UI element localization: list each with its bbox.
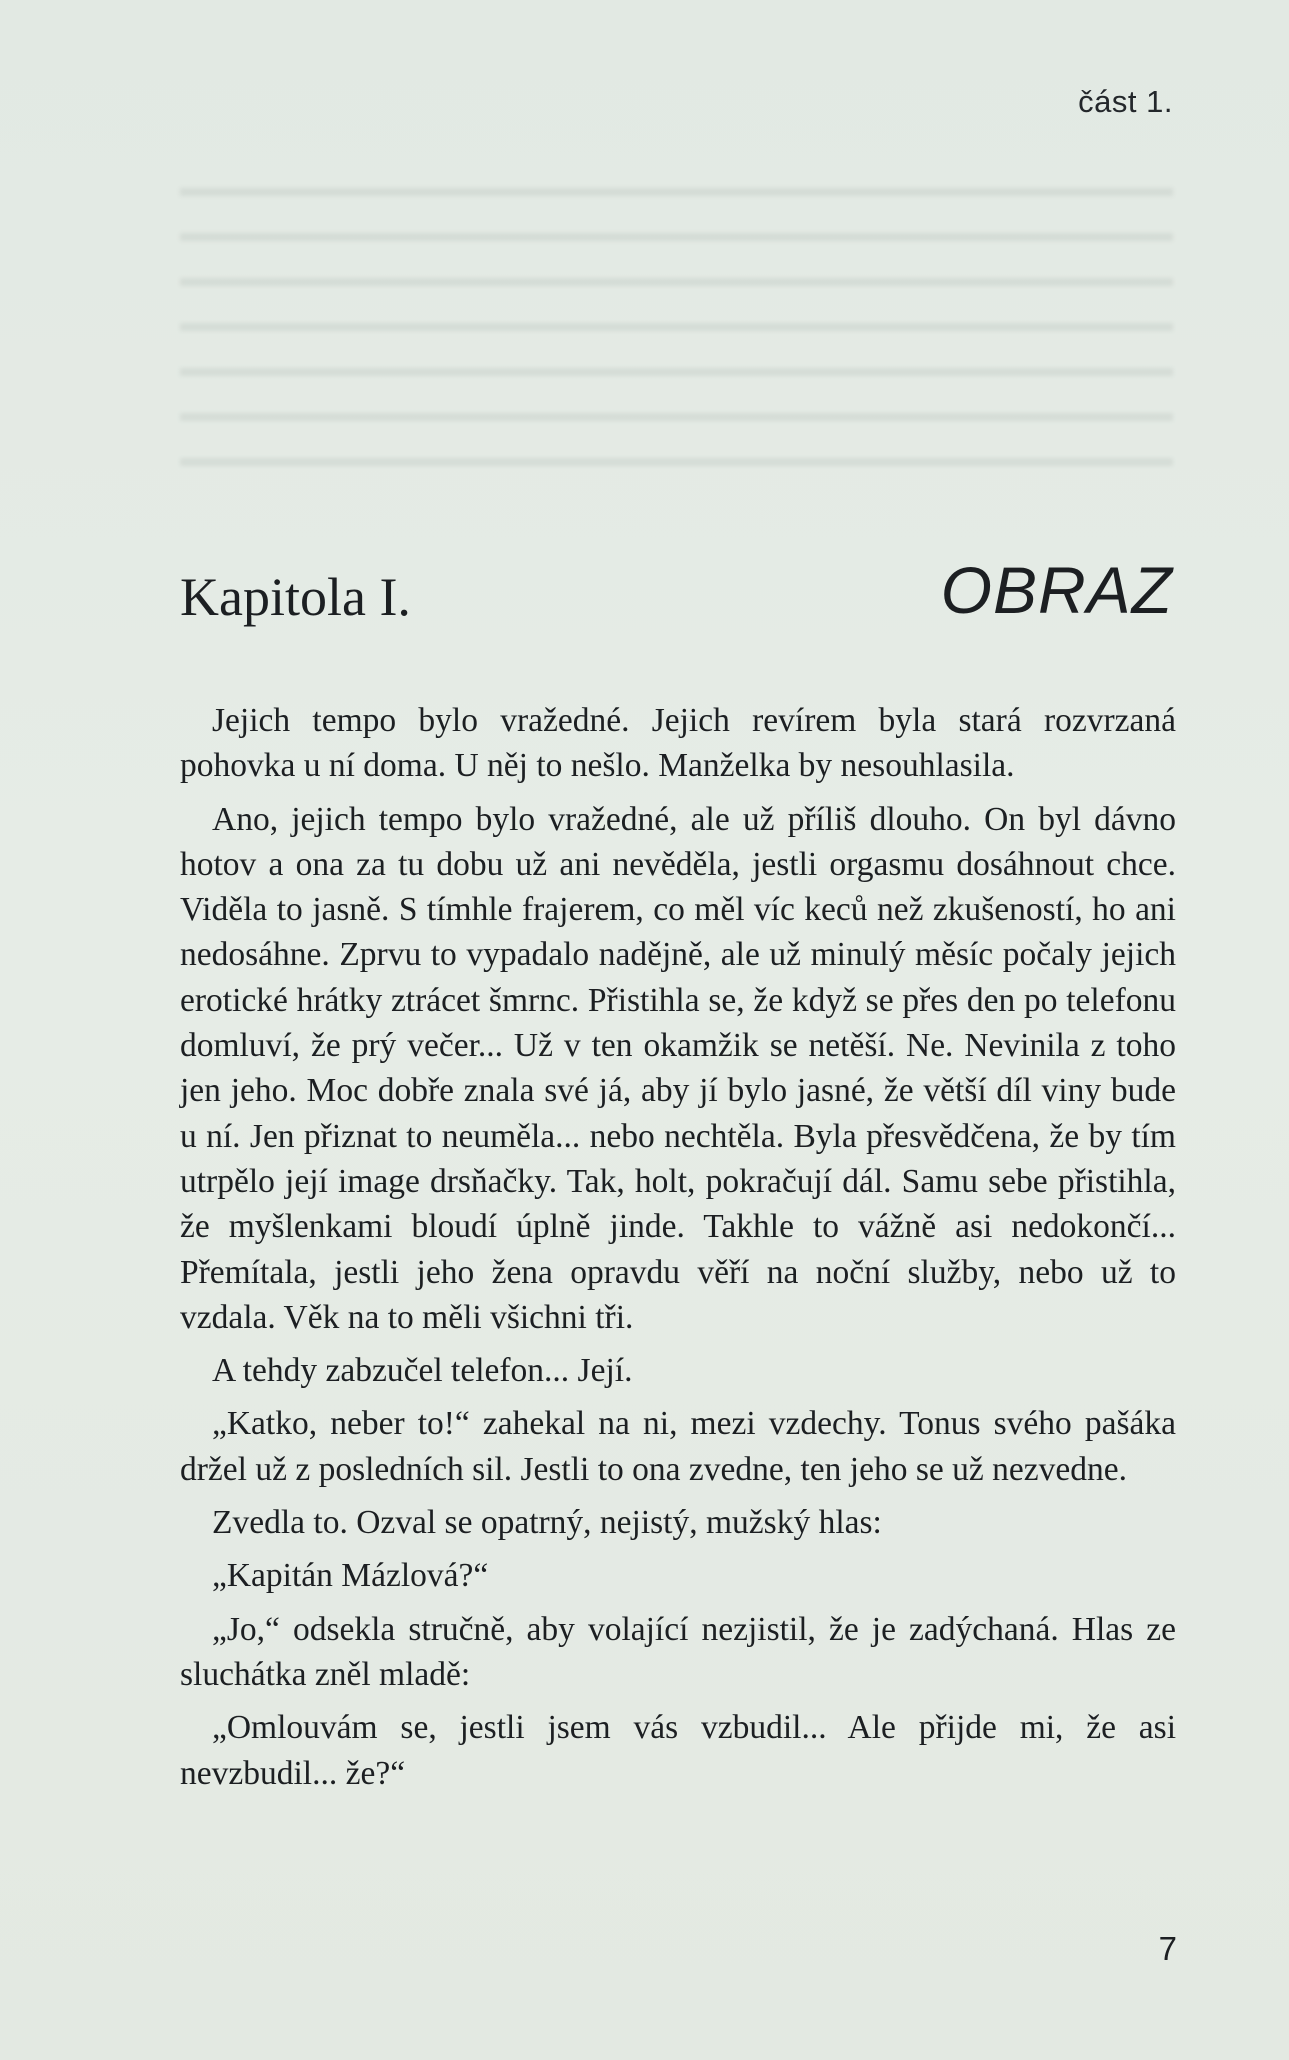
running-head: část 1. bbox=[1078, 84, 1173, 119]
chapter-heading bbox=[180, 548, 1173, 628]
paragraph: „Katko, neber to!“ zahekal na ni, mezi vzdechy. Tonus svého pašáka držel už z posledních sil. Jestli to ona zvedne, ten jeho se už nezvedne. bbox=[180, 1405, 1176, 1488]
paragraph: A tehdy zabzučel telefon... Její. bbox=[212, 1352, 633, 1390]
paragraph: „Jo,“ odsekla stručně, aby volající nezjistil, že je zadýchaná. Hlas ze sluchátka zněl mladě: bbox=[180, 1610, 1176, 1693]
paragraph: Jejich tempo bylo vražedné. Jejich revírem byla stará rozvrzaná pohovka u ní doma. U něj to nešlo. Manželka by nesouhlasila. bbox=[180, 702, 1176, 785]
page-number: 7 bbox=[1158, 1930, 1177, 1967]
body-text bbox=[180, 698, 1176, 1804]
chapter-title: OBRAZ bbox=[940, 553, 1173, 627]
paragraph: „Omlouvám se, jestli jsem vás vzbudil... Ale přijde mi, že asi nevzbudil... že?“ bbox=[180, 1709, 1176, 1792]
paragraph: „Kapitán Mázlová?“ bbox=[212, 1557, 489, 1595]
paragraph: Zvedla to. Ozval se opatrný, nejistý, mužský hlas: bbox=[212, 1504, 882, 1542]
paragraph: Ano, jejich tempo bylo vražedné, ale už příliš dlouho. On byl dávno hotov a ona za tu dobu už ani nevěděla, jestli orgasmu dosáhnout chce. Viděla to jasně. S tímhle frajerem, co měl víc keců než zkušeností, ho ani nedosáhne. Zprvu to vypadalo nadějně, ale už minulý měsíc počaly jejich erotické hrátky ztrácet šmrnc. Přistihla se, že když se přes den po telefonu domluví, že prý večer... Už v ten okamžik se netěší. Ne. Nevinila z toho jen jeho. Moc dobře znala své já, aby jí bylo jasné, že větší díl viny bude u ní. Jen přiznat to neuměla... nebo nechtěla. Byla přesvědčena, že by tím utrpělo její image drsňačky. Tak, holt, pokračují dál. Samu sebe přistihla, že myšlenkami bloudí úplně jinde. Takhle to vážně asi nedokončí... Přemítala, jestli jeho žena opravdu věří na noční služby, nebo už to vzdala. Věk na to měli všichni tři. bbox=[180, 800, 1176, 1336]
chapter-label: Kapitola I. bbox=[180, 567, 411, 627]
show-through-text bbox=[180, 168, 1173, 498]
